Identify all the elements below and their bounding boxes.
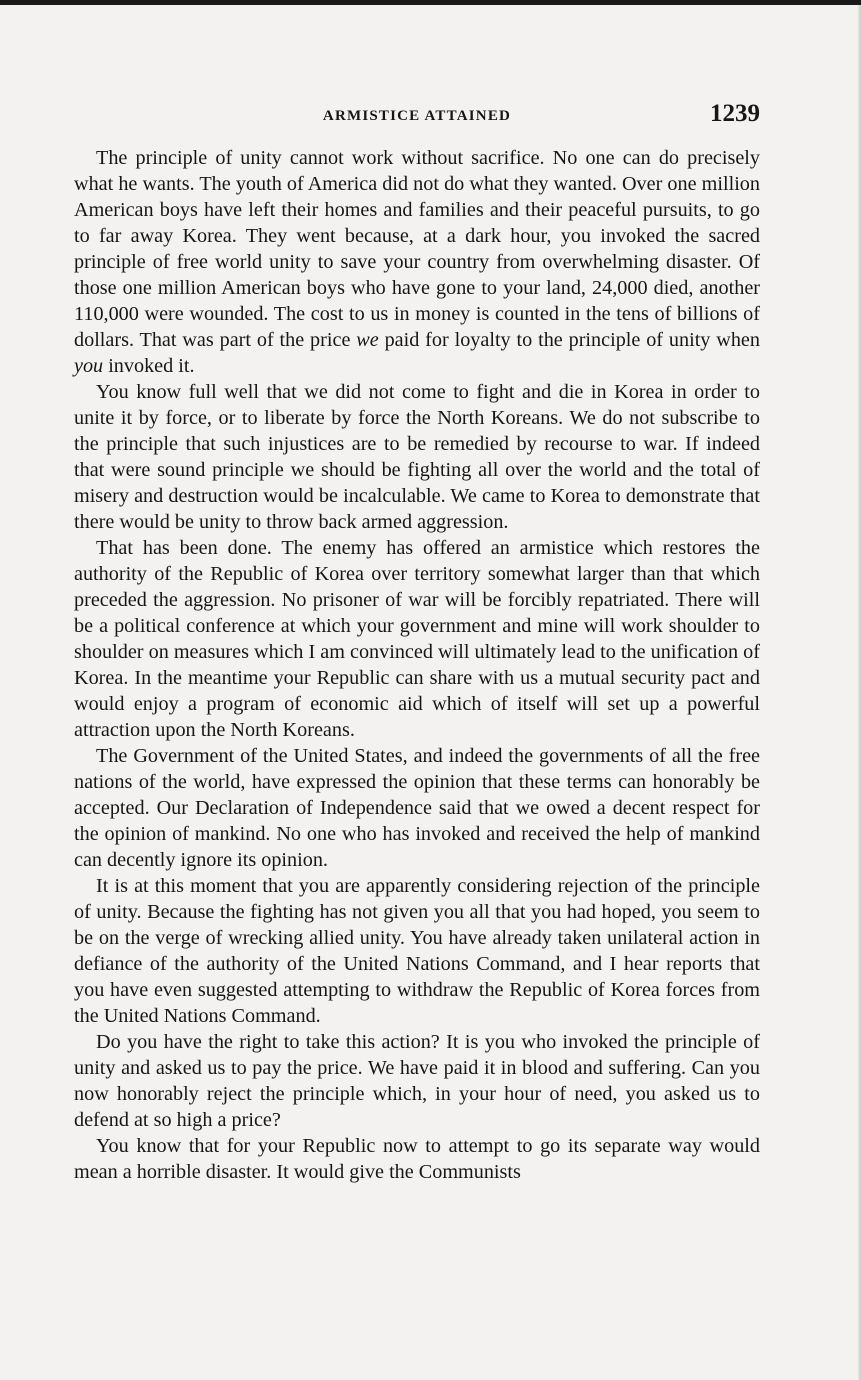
running-title: ARMISTICE ATTAINED — [322, 108, 512, 124]
text-run: You know that for your Republic now to attempt to go its separate way would mean a horrible disaster. It would give the Communists — [74, 1135, 760, 1183]
text-run: Do you have the right to take this action? It is you who invoked the principle of unity and asked us to pay the price. We have paid it in blood and suffering. Can you now honorably reject the principle which, in your hour of need, you asked us to defend at so high a price? — [74, 1031, 760, 1131]
paragraph — [74, 743, 760, 873]
text-run: You know full well that we did not come to fight and die in Korea in order to unite it by force, or to liberate by force the North Koreans. We do not subscribe to the principle that such injustices are to be remedied by recourse to war. If indeed that were sound principle we should be fighting all over the world and the total of misery and destruction would be incalculable. We came to Korea to demonstrate that there would be unity to throw back armed aggression. — [74, 381, 760, 533]
text-run: The Government of the United States, and indeed the governments of all the free nations of the world, have expressed the opinion that these terms can honorably be accepted. Our Declaration of Independence said that we owed a decent respect for the opinion of mankind. No one who has invoked and received the help of mankind can decently ignore its opinion. — [74, 745, 760, 871]
text-run: invoked it. — [103, 355, 195, 377]
text-run: That has been done. The enemy has offered an armistice which restores the authority of the Republic of Korea over territory somewhat larger than that which preceded the aggression. No prisoner of war will be forcibly repatriated. There will be a political conference at which your government and mine will work shoulder to shoulder on measures which I am convinced will ultimately lead to the unification of Korea. In the meantime your Republic can share with us a mutual security pact and would enjoy a program of economic aid which of itself will set up a powerful attraction upon the North Koreans. — [74, 537, 760, 741]
paragraph — [74, 535, 760, 743]
paragraph — [74, 1133, 760, 1185]
running-header — [74, 100, 760, 136]
page-number: 1239 — [710, 100, 760, 127]
paragraph — [74, 145, 760, 379]
paragraph — [74, 873, 760, 1029]
italic-run: you — [74, 355, 104, 377]
italic-run: we — [356, 329, 379, 351]
paragraph — [74, 379, 760, 535]
top-border-rule — [0, 0, 861, 5]
text-run: The principle of unity cannot work without sacrifice. No one can do precisely what he wants. The youth of America did not do what they wanted. Over one million American boys have left their homes and families and their peaceful pursuits, to go to far away Korea. They went because, at a dark hour, you invoked the sacred principle of free world unity to save your country from overwhelming disaster. Of those one million American boys who have gone to your land, 24,000 died, another 110,000 were wounded. The cost to us in money is counted in the tens of billions of dollars. That was part of the price — [74, 147, 760, 351]
paragraph — [74, 1029, 760, 1133]
text-run: It is at this moment that you are apparently considering rejection of the principle of unity. Because the fighting has not given you all that you had hoped, you seem to be on the verge of wrecking allied unity. You have already taken unilateral action in defiance of the authority of the United Nations Command, and I hear reports that you have even suggested attempting to withdraw the Republic of Korea forces from the United Nations Command. — [74, 875, 760, 1027]
body-text — [74, 145, 760, 1185]
text-run: paid for loyalty to the principle of unity when — [378, 329, 760, 351]
